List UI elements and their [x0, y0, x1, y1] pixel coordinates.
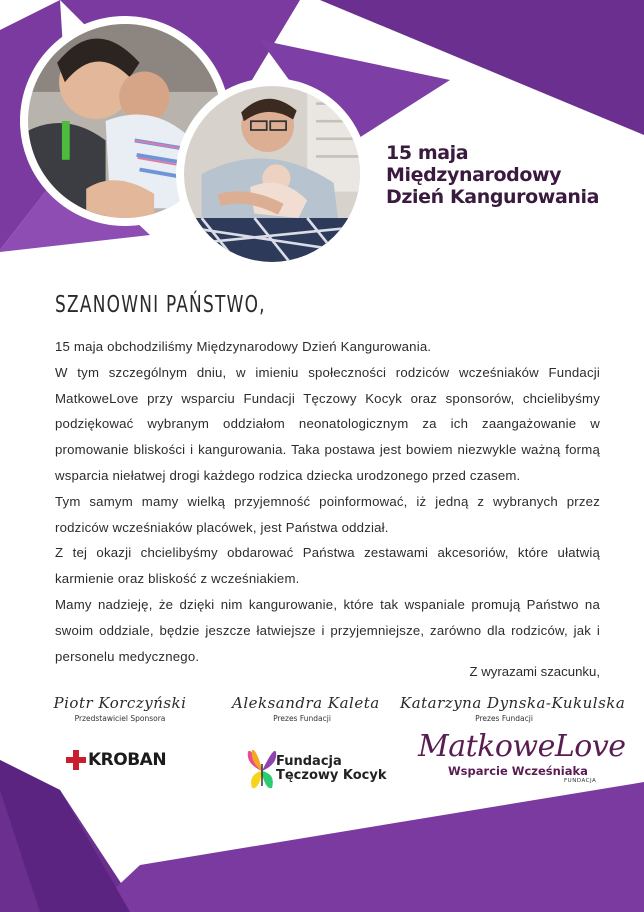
- event-title-line-2: Międzynarodowy: [386, 164, 562, 186]
- signature-president-1: [232, 694, 380, 723]
- signature-name: Aleksandra Kaleta: [232, 694, 380, 712]
- matkowelove-logo-script: MatkoweLove: [418, 729, 626, 764]
- signature-sponsor: [52, 694, 188, 723]
- rainbow-butterfly-icon: [246, 744, 278, 794]
- letter-paragraph: 15 maja obchodziliśmy Międzynarodowy Dzień Kangurowania.: [55, 339, 432, 354]
- fundacja-logo-line-1: Fundacja: [276, 754, 342, 769]
- matkowelove-logo-tagline: Wsparcie Wcześniaka: [448, 764, 588, 778]
- kroban-logo-text: KROBAN: [88, 750, 167, 770]
- letter-greeting: SZANOWNI PAŃSTWO,: [55, 292, 266, 318]
- matkowelove-logo: [418, 729, 626, 784]
- signature-role: Prezes Fundacji: [273, 714, 331, 723]
- matkowelove-logo-subtitle: FUNDACJA: [564, 778, 597, 784]
- letter-paragraph: W tym szczególnym dniu, w imieniu społeczności rodziców wcześniaków Fundacji MatkoweLove przy wsparciu Fundacji Tęczowy Kocyk oraz sponsorów, chcielibyśmy podziękować wybranym oddziałom neonatologicznym za ich zaangażowanie w promowanie bliskości i kangurowania. Taka postawa jest bowiem niezwykle ważną formą wsparcia niełatwej drogi każdego rodzica dziecka urodzonego przed czasem.: [55, 364, 600, 483]
- letter-closing: Z wyrazami szacunku,: [469, 664, 600, 679]
- signature-name: Piotr Korczyński: [53, 694, 187, 712]
- photo-father-baby: [176, 78, 368, 270]
- letter-paragraph: Tym samym mamy wielką przyjemność poinformować, iż jedną z wybranych przez rodziców wcześniaków placówek, jest Państwa oddział.: [55, 493, 600, 535]
- medical-cross-icon: [66, 750, 86, 770]
- letter-paragraph: Mamy nadzieję, że dzięki nim kangurowanie, które tak wspaniale promują Państwo na swoim oddziale, będzie jeszcze łatwiejsze i przyjemniejsze, zarówno dla rodziców, jak i personelu medycznego.: [55, 596, 600, 664]
- event-title: [386, 142, 626, 208]
- father-with-baby-photo-icon: [184, 86, 360, 262]
- event-title-line-3: Dzień Kangurowania: [386, 186, 600, 208]
- signature-name: Katarzyna Dynska-Kukulska: [400, 694, 626, 712]
- letter-body: [55, 334, 600, 669]
- signature-role: Prezes Fundacji: [475, 714, 533, 723]
- event-title-line-1: 15 maja: [386, 142, 469, 164]
- signature-president-2: [400, 694, 626, 723]
- fundacja-logo-text: [276, 755, 387, 783]
- fundacja-logo-line-2: Tęczowy Kocyk: [276, 768, 387, 783]
- letter-paragraph: Z tej okazji chcielibyśmy obdarować Państwa zestawami akcesoriów, które ułatwią karmienie oraz bliskość z wcześniakiem.: [55, 545, 600, 587]
- fundacja-teczowy-kocyk-logo: [246, 744, 387, 794]
- kroban-logo: [66, 750, 166, 770]
- signature-role: Przedstawiciel Sponsora: [74, 714, 166, 723]
